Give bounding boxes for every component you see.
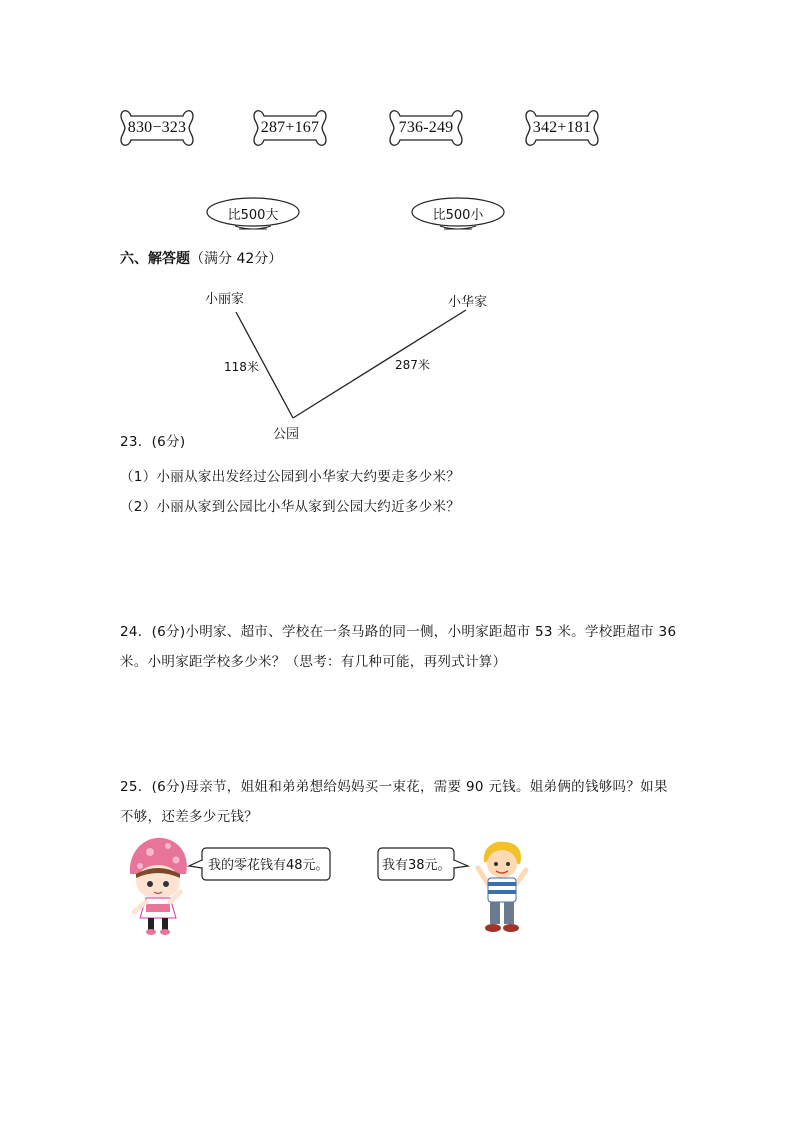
bone-expression: 736-249 xyxy=(398,119,454,136)
question-23-part-2: （2）小丽从家到公园比小华从家到公园大约近多少米？ xyxy=(120,499,461,515)
boy-speech-text: 我有38元。 xyxy=(382,858,451,873)
question-25-line-2: 不够，还差多少元钱？ xyxy=(120,809,258,825)
label-park: 公园 xyxy=(273,427,300,442)
section-title-text: 六、解答题 xyxy=(120,251,190,267)
distance-left: 118米 xyxy=(224,360,259,374)
girl-speech-text: 我的零花钱有48元。 xyxy=(208,858,329,873)
question-23-heading: 23．(6分) xyxy=(120,434,186,450)
label-xiaoli-home: 小丽家 xyxy=(205,292,245,307)
distance-right: 287米 xyxy=(395,358,430,372)
question-24-line-1: 24．(6分)小明家、超市、学校在一条马路的同一侧，小明家距超市 53 米。学校距超市 36 xyxy=(120,624,677,640)
question-24-line-2: 米。小明家距学校多少米？（思考：有几种可能，再列式计算） xyxy=(120,654,507,670)
bone-expression: 830−323 xyxy=(127,119,187,136)
bone-expression: 342+181 xyxy=(532,119,592,136)
bone-expression: 287+167 xyxy=(260,119,320,136)
label-xiaohua-home: 小华家 xyxy=(448,295,488,310)
section-score: （满分 42分） xyxy=(190,251,283,267)
route-diagram xyxy=(0,0,794,460)
route-line-park-xiaohua xyxy=(293,310,466,418)
question-25-line-1: 25．(6分)母亲节，姐姐和弟弟想给妈妈买一束花，需要 90 元钱。姐弟俩的钱够吗？如果 xyxy=(120,779,668,795)
bowl-label: 比500小 xyxy=(432,207,484,223)
bowl-label: 比500大 xyxy=(227,207,279,223)
question-23-part-1: （1）小丽从家出发经过公园到小华家大约要走多少米？ xyxy=(120,469,461,485)
boy-illustration xyxy=(472,840,532,936)
